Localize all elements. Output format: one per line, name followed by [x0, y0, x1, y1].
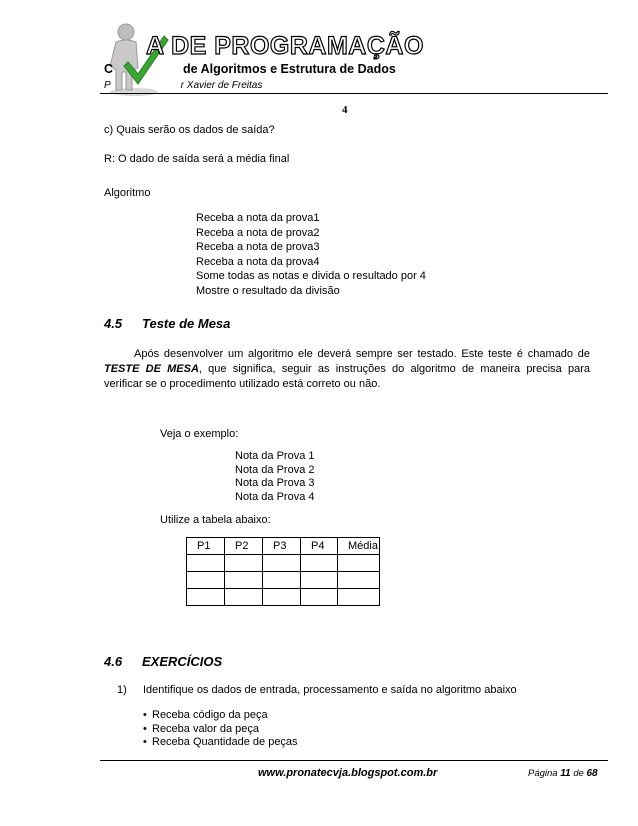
exercise-1-text: Identifique os dados de entrada, processamento e saída no algoritmo abaixo: [143, 684, 517, 696]
algoritmo-step: Receba a nota da prova4: [196, 255, 320, 268]
list-item: • Receba valor da peça: [143, 722, 260, 735]
document-header-title: A DE PROGRAMAÇÃO: [146, 32, 424, 60]
exercise-items: [143, 709, 298, 750]
nota-item: Nota da Prova 2: [235, 463, 315, 476]
teste-de-mesa-table: [186, 537, 380, 606]
table-label: Utilize a tabela abaixo:: [160, 514, 271, 526]
answer-c: R: O dado de saída será a média final: [104, 153, 290, 165]
footer-page-indicator: Página 11 de 68: [528, 768, 598, 779]
section-4-5-number: 4.5: [104, 316, 123, 331]
bullet-icon: •: [143, 722, 147, 735]
algoritmo-step: Some todas as notas e divida o resultado por 4: [196, 270, 426, 282]
page-number-top: 4: [342, 104, 348, 116]
algoritmo-step: Mostre o resultado da divisão: [196, 284, 340, 297]
table-header-cell: P3: [263, 538, 301, 555]
list-item: • Receba Quantidade de peças: [143, 736, 298, 748]
table-header-cell: Média: [338, 538, 380, 555]
table-row: [187, 555, 380, 572]
nota-item: Nota da Prova 4: [235, 490, 315, 503]
table-row: [187, 572, 380, 589]
table-header-cell: P2: [225, 538, 263, 555]
notas-list: [235, 450, 315, 504]
nota-item: Nota da Prova 1: [235, 450, 315, 462]
nota-item: Nota da Prova 3: [235, 477, 315, 489]
exercise-1-number: 1): [117, 684, 127, 696]
question-c: c) Quais serão os dados de saída?: [104, 124, 275, 136]
list-item: • Receba código da peça: [143, 709, 268, 721]
bullet-icon: •: [143, 709, 147, 721]
algoritmo-step: Receba a nota de prova2: [196, 226, 320, 239]
header-divider: [100, 93, 608, 94]
section-4-5-title: Teste de Mesa: [142, 316, 231, 331]
section-4-6-number: 4.6: [104, 654, 123, 669]
section-4-6-title: EXERCÍCIOS: [142, 654, 223, 669]
document-header-subtitle: C de Algoritmos e Estrutura de Dados: [104, 62, 396, 76]
teste-de-mesa-paragraph: Após desenvolver um algoritmo ele deverá sempre ser testado. Este teste é chamado de TESTE DE MESA, que significa, seguir as instruções do algoritmo de maneira precisa para verificar se o procedimento utilizado está correto ou não.: [104, 348, 590, 390]
algoritmo-label: Algoritmo: [104, 187, 151, 199]
table-row: [187, 589, 380, 606]
document-header-author: P r Xavier de Freitas: [104, 80, 263, 91]
table-header-cell: P4: [301, 538, 338, 555]
bullet-icon: •: [143, 736, 147, 748]
algoritmo-step: Receba a nota de prova3: [196, 241, 320, 253]
footer-url: www.pronatecvja.blogspot.com.br: [258, 767, 438, 779]
algoritmo-steps: [196, 211, 426, 298]
table-header-row: [187, 538, 380, 555]
example-label: Veja o exemplo:: [160, 428, 239, 440]
table-header-cell: P1: [187, 538, 225, 555]
algoritmo-step: Receba a nota da prova1: [196, 212, 320, 224]
footer-divider: [100, 760, 608, 761]
